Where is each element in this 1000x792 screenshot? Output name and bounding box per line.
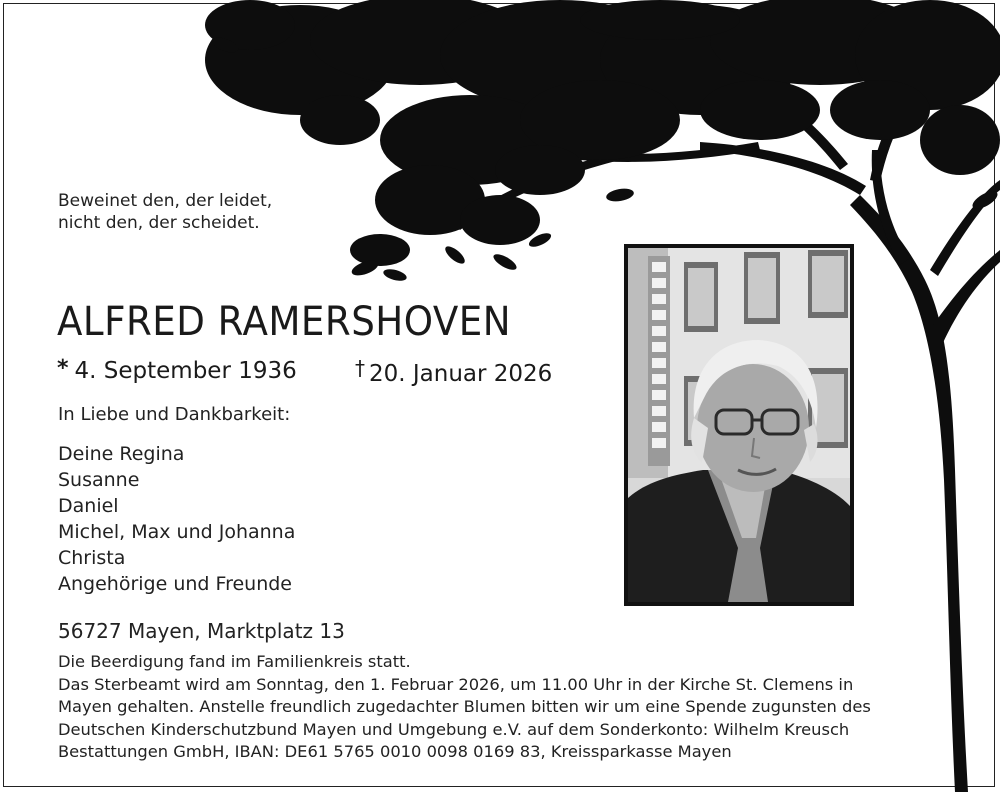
motto-verse: [58, 190, 272, 234]
motto-line-2: nicht den, der scheidet.: [58, 213, 260, 233]
portrait-image: [628, 248, 850, 602]
notice-line: Mayen gehalten. Anstelle freundlich zugedachter Blumen bitten wir um eine Spende zugunsten des: [58, 697, 871, 716]
birth-date: [57, 356, 297, 384]
funeral-notice: [58, 651, 938, 764]
mourner: Deine Regina: [58, 443, 185, 465]
birth-symbol: *: [57, 356, 69, 381]
portrait-photo: [624, 244, 854, 606]
notice-line: Deutschen Kinderschutzbund Mayen und Umgebung e.V. auf dem Sonderkonto: Wilhelm Kreusch: [58, 719, 850, 739]
death-date-text: 20. Januar 2026: [369, 361, 553, 387]
notice-line: Die Beerdigung fand im Familienkreis statt.: [58, 652, 411, 671]
mourner: Christa: [58, 547, 126, 569]
motto-line-1: Beweinet den, der leidet,: [58, 191, 273, 211]
mourner: Daniel: [58, 495, 119, 517]
mourner: Michel, Max und Johanna: [58, 521, 296, 543]
deceased-name: ALFRED RAMERSHOVEN: [57, 299, 511, 345]
death-symbol: †: [355, 356, 365, 380]
notice-line: Das Sterbeamt wird am Sonntag, den 1. Februar 2026, um 11.00 Uhr in der Kirche St. Clemens in: [58, 674, 854, 694]
address: 56727 Mayen, Marktplatz 13: [58, 619, 345, 643]
thanks-line: In Liebe und Dankbarkeit:: [58, 404, 291, 425]
mourner: Angehörige und Freunde: [58, 573, 292, 595]
birth-date-text: 4. September 1936: [74, 358, 297, 384]
mourner: Susanne: [58, 469, 140, 491]
death-date: [355, 356, 552, 387]
mourners-list: [58, 441, 295, 597]
notice-line: Bestattungen GmbH, IBAN: DE61 5765 0010 0098 0169 83, Kreissparkasse Mayen: [58, 742, 732, 761]
